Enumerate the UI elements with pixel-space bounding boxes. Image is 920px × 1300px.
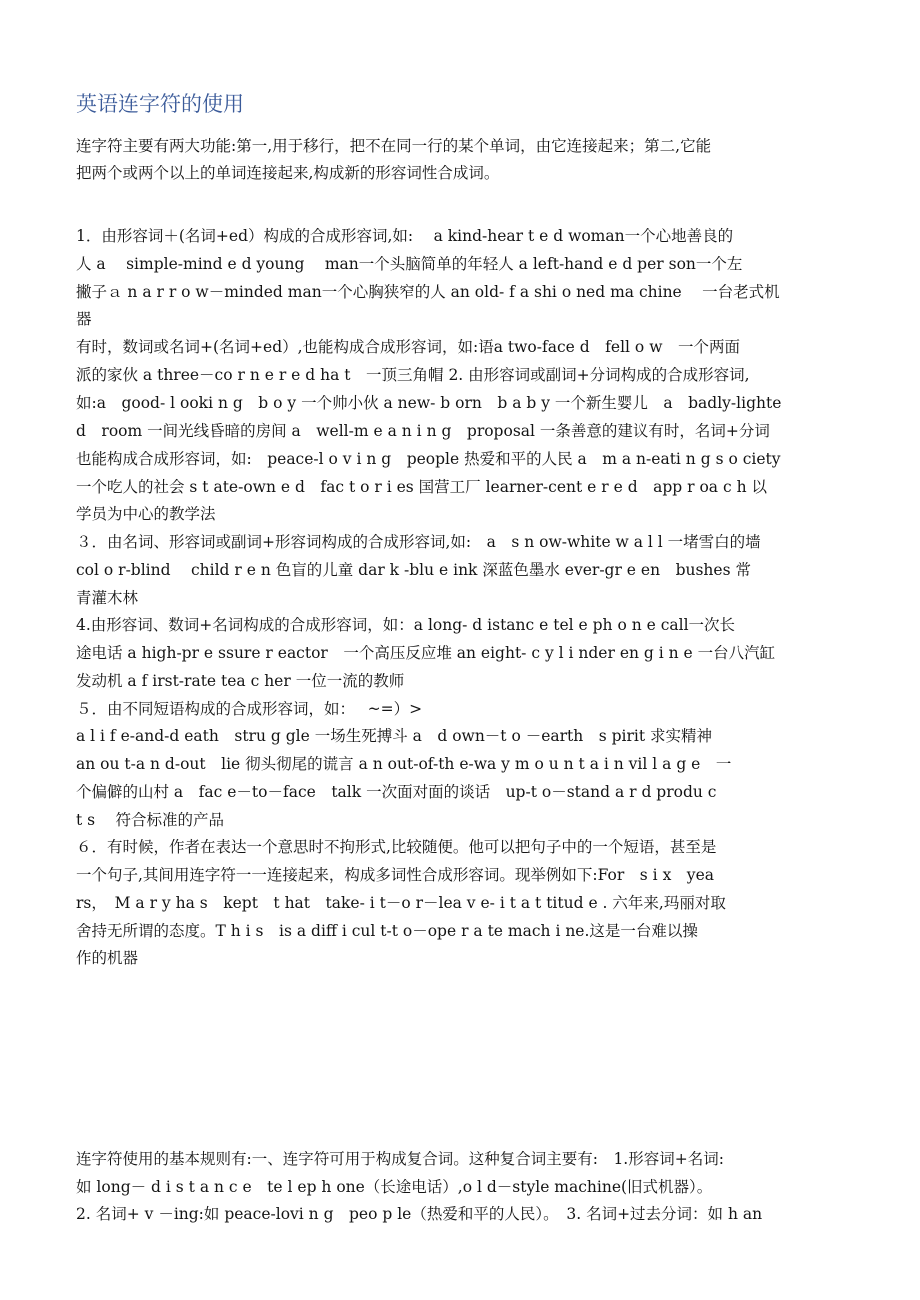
rules-line: 连字符使用的基本规则有:一、连字符可用于构成复合词。这种复合词主要有: 1.形容词+名词: — [76, 1150, 724, 1168]
section-1-line: 撇子ａ n a r r o w－minded man一个心胸狭窄的人 an old- f a shi o ned ma chine 一台老式机 — [76, 283, 780, 301]
section-6-line: 舍持无所谓的态度。T h i s is a diff i cul t-t o－ope r a te mach i ne.这是一台难以操 — [76, 922, 698, 940]
section-3-line: 青灌木林 — [76, 589, 139, 607]
section-3-line: ３．由名词、形容词或副词+形容词构成的合成形容词,如: a s n ow-white w a l l 一堵雪白的墙 — [76, 533, 761, 551]
section-4-line: 4.由形容词、数词+名词构成的合成形容词，如：a long- d istanc e tel e ph o n e call一次长 — [76, 616, 736, 634]
page-title: 英语连字符的使用 — [76, 92, 244, 116]
section-6-line: 一个句子,其间用连字符一一连接起来，构成多词性合成形容词。现举例如下:For s i x yea — [76, 866, 714, 884]
rules-line: 2. 名词+ v －ing:如 peace-lovi n g peo p le（热爱和平的人民）。 3. 名词+过去分词：如 h an — [76, 1205, 763, 1223]
intro-line: 把两个或两个以上的单词连接起来,构成新的形容词性合成词。 — [76, 164, 500, 182]
section-2-line: 学员为中心的教学法 — [76, 505, 216, 523]
section-5-line: t s 符合标准的产品 — [76, 811, 225, 829]
section-4-line: 发动机 a f irst-rate tea c her 一位一流的教师 — [76, 672, 405, 690]
section-2-line: 也能构成合成形容词，如: peace-l o v i n g people 热爱和平的人民 a m a n-eati n g s o ciety — [76, 450, 781, 468]
section-5-line: 个偏僻的山村 a fac e－to－face talk 一次面对面的谈话 up-t o－stand a r d produ c — [76, 783, 717, 801]
section-4-line: 途电话 a high-pr e ssure r eactor 一个高压反应堆 an eight- c y l i nder en g i n e 一台八汽缸 — [76, 644, 776, 662]
section-2-line: 如:a good- l ooki n g b o y 一个帅小伙 a new- b orn b a b y 一个新生婴儿 a badly-lighte — [76, 394, 782, 412]
section-6-line: ６．有时候，作者在表达一个意思时不拘形式,比较随便。他可以把句子中的一个短语，甚至是 — [76, 838, 717, 856]
section-1-line: 器 — [76, 310, 92, 328]
section-2-line: 派的家伙 a three－co r n e r e d ha t 一顶三角帽 2. 由形容词或副词+分词构成的合成形容词, — [76, 366, 750, 384]
section-2-line: 有时，数词或名词+(名词+ed）,也能构成合成形容词，如:语a two-face d fell o w 一个两面 — [76, 338, 740, 356]
intro-line: 连字符主要有两大功能:第一,用于移行，把不在同一行的某个单词，由它连接起来；第二,它能 — [76, 137, 712, 155]
section-1-line: 人 a simple-mind e d young man一个头脑简单的年轻人 a left-hand e d per son一个左 — [76, 255, 743, 273]
section-2-line: d room 一间光线昏暗的房间 a well-m e a n i n g proposal 一条善意的建议有时，名词+分词 — [76, 422, 770, 440]
section-5-line: an ou t-a n d-out lie 彻头彻尾的谎言 a n out-of-th e-wa y m o u n t a i n vil l a g e 一 — [76, 755, 732, 773]
section-3-line: col o r-blind child r e n 色盲的儿童 dar k -blu e ink 深蓝色墨水 ever-gr e en bushes 常 — [76, 561, 751, 579]
section-5-line: a l i f e-and-d eath stru g gle 一场生死搏斗 a d own－t o －earth s pirit 求实精神 — [76, 727, 713, 745]
section-6-line: rs， M a r y ha s kept t hat take- i t－o r－lea v e- i t a t titud e . 六年来,玛丽对取 — [76, 894, 726, 912]
section-6-line: 作的机器 — [76, 949, 139, 967]
section-5-line: ５．由不同短语构成的合成形容词，如： ~=）> — [76, 700, 423, 718]
rules-line: 如 long－ d i s t a n c e te l ep h one（长途电话）,o l d－style machine(旧式机器）。 — [76, 1178, 713, 1196]
section-1-line: 1．由形容词＋(名词+ed）构成的合成形容词,如: a kind-hear t e d woman一个心地善良的 — [76, 227, 734, 245]
section-2-line: 一个吃人的社会 s t ate-own e d fac t o r i es 国营工厂 learner-cent e r e d app r oa c h 以 — [76, 478, 767, 496]
